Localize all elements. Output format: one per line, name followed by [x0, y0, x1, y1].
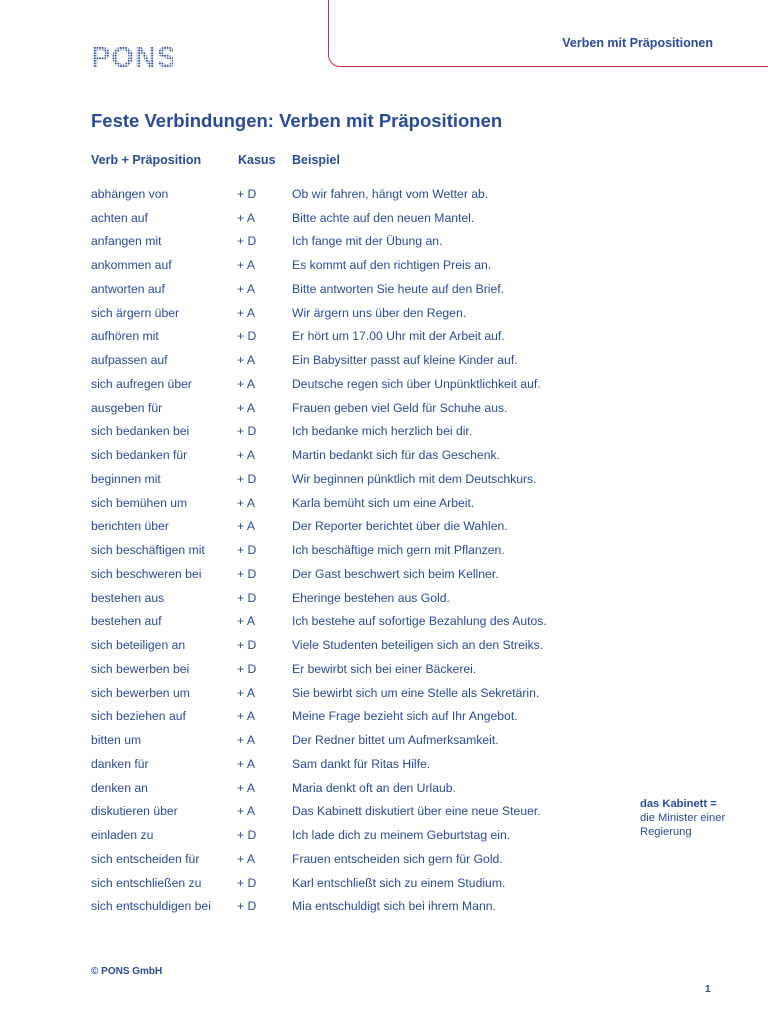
kasus-cell: + A — [237, 281, 255, 296]
table-row — [91, 253, 612, 277]
example-cell: Deutsche regen sich über Unpünktlichkeit auf. — [292, 376, 541, 391]
verb-cell: sich ärgern über — [91, 305, 180, 320]
table-row — [91, 301, 612, 325]
footer-copyright: © PONS GmbH — [91, 966, 163, 977]
verb-cell: sich beschweren bei — [91, 566, 202, 581]
header-title: Verben mit Präpositionen — [562, 36, 713, 50]
kasus-cell: + D — [237, 661, 257, 676]
verb-cell: anfangen mit — [91, 234, 162, 249]
verb-cell: sich bedanken bei — [91, 424, 190, 439]
example-cell: Viele Studenten beteiligen sich an den Streiks. — [292, 638, 544, 653]
kasus-cell: + A — [237, 733, 255, 748]
example-cell: Wir beginnen pünktlich mit dem Deutschkurs. — [292, 471, 537, 486]
kasus-cell: + D — [237, 899, 257, 914]
example-cell: Ein Babysitter passt auf kleine Kinder auf. — [292, 353, 518, 368]
column-header-verb: Verb + Präposition — [91, 153, 202, 167]
example-cell: Bitte achte auf den neuen Mantel. — [292, 210, 475, 225]
verb-cell: abhängen von — [91, 186, 169, 201]
example-cell: Ob wir fahren, hängt vom Wetter ab. — [292, 186, 489, 201]
kasus-cell: + A — [237, 305, 255, 320]
table-row — [91, 515, 612, 539]
table-row — [91, 586, 612, 610]
kasus-cell: + D — [237, 424, 257, 439]
verb-cell: achten auf — [91, 210, 148, 225]
example-cell: Bitte antworten Sie heute auf den Brief. — [292, 281, 505, 296]
kasus-cell: + A — [237, 258, 255, 273]
verb-table — [91, 182, 612, 918]
table-row — [91, 728, 612, 752]
verb-cell: sich bewerben um — [91, 685, 190, 700]
kasus-cell: + A — [237, 495, 255, 510]
table-row — [91, 800, 612, 824]
kasus-cell: + D — [237, 566, 257, 581]
table-row — [91, 823, 612, 847]
example-cell: Er hört um 17.00 Uhr mit der Arbeit auf. — [292, 329, 505, 344]
header-tab — [328, 0, 768, 67]
example-cell: Ich bedanke mich herzlich bei dir. — [292, 424, 473, 439]
table-row — [91, 847, 612, 871]
verb-cell: sich entschließen zu — [91, 875, 202, 890]
kasus-cell: + D — [237, 329, 257, 344]
verb-cell: beginnen mit — [91, 471, 161, 486]
example-cell: Der Reporter berichtet über die Wahlen. — [292, 519, 508, 534]
example-cell: Ich fange mit der Übung an. — [292, 234, 443, 249]
kasus-cell: + D — [237, 234, 257, 249]
table-row — [91, 610, 612, 634]
example-cell: Wir ärgern uns über den Regen. — [292, 305, 467, 320]
kasus-cell: + A — [237, 756, 255, 771]
table-row — [91, 871, 612, 895]
verb-cell: bestehen auf — [91, 614, 162, 629]
verb-cell: sich aufregen über — [91, 376, 192, 391]
kasus-cell: + A — [237, 519, 255, 534]
verb-cell: sich bewerben bei — [91, 661, 190, 676]
example-cell: Der Gast beschwert sich beim Kellner. — [292, 566, 499, 581]
verb-cell: aufpassen auf — [91, 353, 168, 368]
verb-cell: sich entschuldigen bei — [91, 899, 211, 914]
kasus-cell: + A — [237, 780, 255, 795]
table-row — [91, 538, 612, 562]
verb-cell: denken an — [91, 780, 148, 795]
table-row — [91, 230, 612, 254]
kasus-cell: + D — [237, 590, 257, 605]
table-row — [91, 491, 612, 515]
table-row — [91, 277, 612, 301]
example-cell: Karla bemüht sich um eine Arbeit. — [292, 495, 475, 510]
table-row — [91, 443, 612, 467]
table-row — [91, 420, 612, 444]
example-cell: Frauen geben viel Geld für Schuhe aus. — [292, 400, 508, 415]
verb-cell: danken für — [91, 756, 149, 771]
note-definition: die Minister einer Regierung — [640, 812, 726, 838]
verb-cell: bitten um — [91, 733, 142, 748]
page-number: 1 — [705, 984, 711, 995]
verb-cell: sich beziehen auf — [91, 709, 186, 724]
example-cell: Er bewirbt sich bei einer Bäckerei. — [292, 661, 477, 676]
table-row — [91, 895, 612, 919]
side-note — [640, 797, 760, 839]
example-cell: Der Redner bittet um Aufmerksamkeit. — [292, 733, 499, 748]
table-row — [91, 681, 612, 705]
example-cell: Sie bewirbt sich um eine Stelle als Sekretärin. — [292, 685, 540, 700]
example-cell: Sam dankt für Ritas Hilfe. — [292, 756, 431, 771]
example-cell: Ich beschäftige mich gern mit Pflanzen. — [292, 543, 505, 558]
kasus-cell: + D — [237, 828, 257, 843]
table-row — [91, 776, 612, 800]
pons-logo — [91, 44, 173, 75]
example-cell: Es kommt auf den richtigen Preis an. — [292, 258, 492, 273]
verb-cell: diskutieren über — [91, 804, 178, 819]
example-cell: Maria denkt oft an den Urlaub. — [292, 780, 456, 795]
kasus-cell: + A — [237, 851, 255, 866]
svg-text:PONS: PONS — [91, 44, 173, 70]
table-row — [91, 348, 612, 372]
verb-cell: sich bemühen um — [91, 495, 188, 510]
kasus-cell: + A — [237, 685, 255, 700]
kasus-cell: + D — [237, 186, 257, 201]
table-row — [91, 182, 612, 206]
example-cell: Mia entschuldigt sich bei ihrem Mann. — [292, 899, 496, 914]
verb-cell: sich beteiligen an — [91, 638, 186, 653]
table-row — [91, 325, 612, 349]
column-header-beispiel: Beispiel — [292, 153, 340, 167]
note-term: das Kabinett = — [640, 798, 717, 810]
example-cell: Frauen entscheiden sich gern für Gold. — [292, 851, 503, 866]
kasus-cell: + D — [237, 875, 257, 890]
column-header-kasus: Kasus — [238, 153, 276, 167]
kasus-cell: + A — [237, 614, 255, 629]
example-cell: Das Kabinett diskutiert über eine neue Steuer. — [292, 804, 541, 819]
table-row — [91, 633, 612, 657]
kasus-cell: + A — [237, 210, 255, 225]
kasus-cell: + A — [237, 448, 255, 463]
kasus-cell: + A — [237, 709, 255, 724]
table-row — [91, 467, 612, 491]
verb-cell: bestehen aus — [91, 590, 165, 605]
verb-cell: sich entscheiden für — [91, 851, 200, 866]
example-cell: Karl entschließt sich zu einem Studium. — [292, 875, 506, 890]
example-cell: Eheringe bestehen aus Gold. — [292, 590, 450, 605]
kasus-cell: + D — [237, 638, 257, 653]
table-row — [91, 752, 612, 776]
example-cell: Martin bedankt sich für das Geschenk. — [292, 448, 500, 463]
example-cell: Ich bestehe auf sofortige Bezahlung des Autos. — [292, 614, 547, 629]
table-row — [91, 372, 612, 396]
verb-cell: ausgeben für — [91, 400, 163, 415]
verb-cell: sich bedanken für — [91, 448, 188, 463]
table-row — [91, 562, 612, 586]
table-row — [91, 396, 612, 420]
page-title: Feste Verbindungen: Verben mit Präpositionen — [91, 110, 503, 131]
table-row — [91, 705, 612, 729]
verb-cell: einladen zu — [91, 828, 154, 843]
kasus-cell: + D — [237, 543, 257, 558]
kasus-cell: + A — [237, 400, 255, 415]
verb-cell: aufhören mit — [91, 329, 159, 344]
kasus-cell: + A — [237, 804, 255, 819]
verb-cell: antworten auf — [91, 281, 165, 296]
verb-cell: ankommen auf — [91, 258, 172, 273]
kasus-cell: + A — [237, 376, 255, 391]
example-cell: Ich lade dich zu meinem Geburtstag ein. — [292, 828, 511, 843]
example-cell: Meine Frage bezieht sich auf Ihr Angebot. — [292, 709, 518, 724]
verb-cell: berichten über — [91, 519, 169, 534]
kasus-cell: + A — [237, 353, 255, 368]
table-row — [91, 657, 612, 681]
kasus-cell: + D — [237, 471, 257, 486]
table-row — [91, 206, 612, 230]
verb-cell: sich beschäftigen mit — [91, 543, 205, 558]
